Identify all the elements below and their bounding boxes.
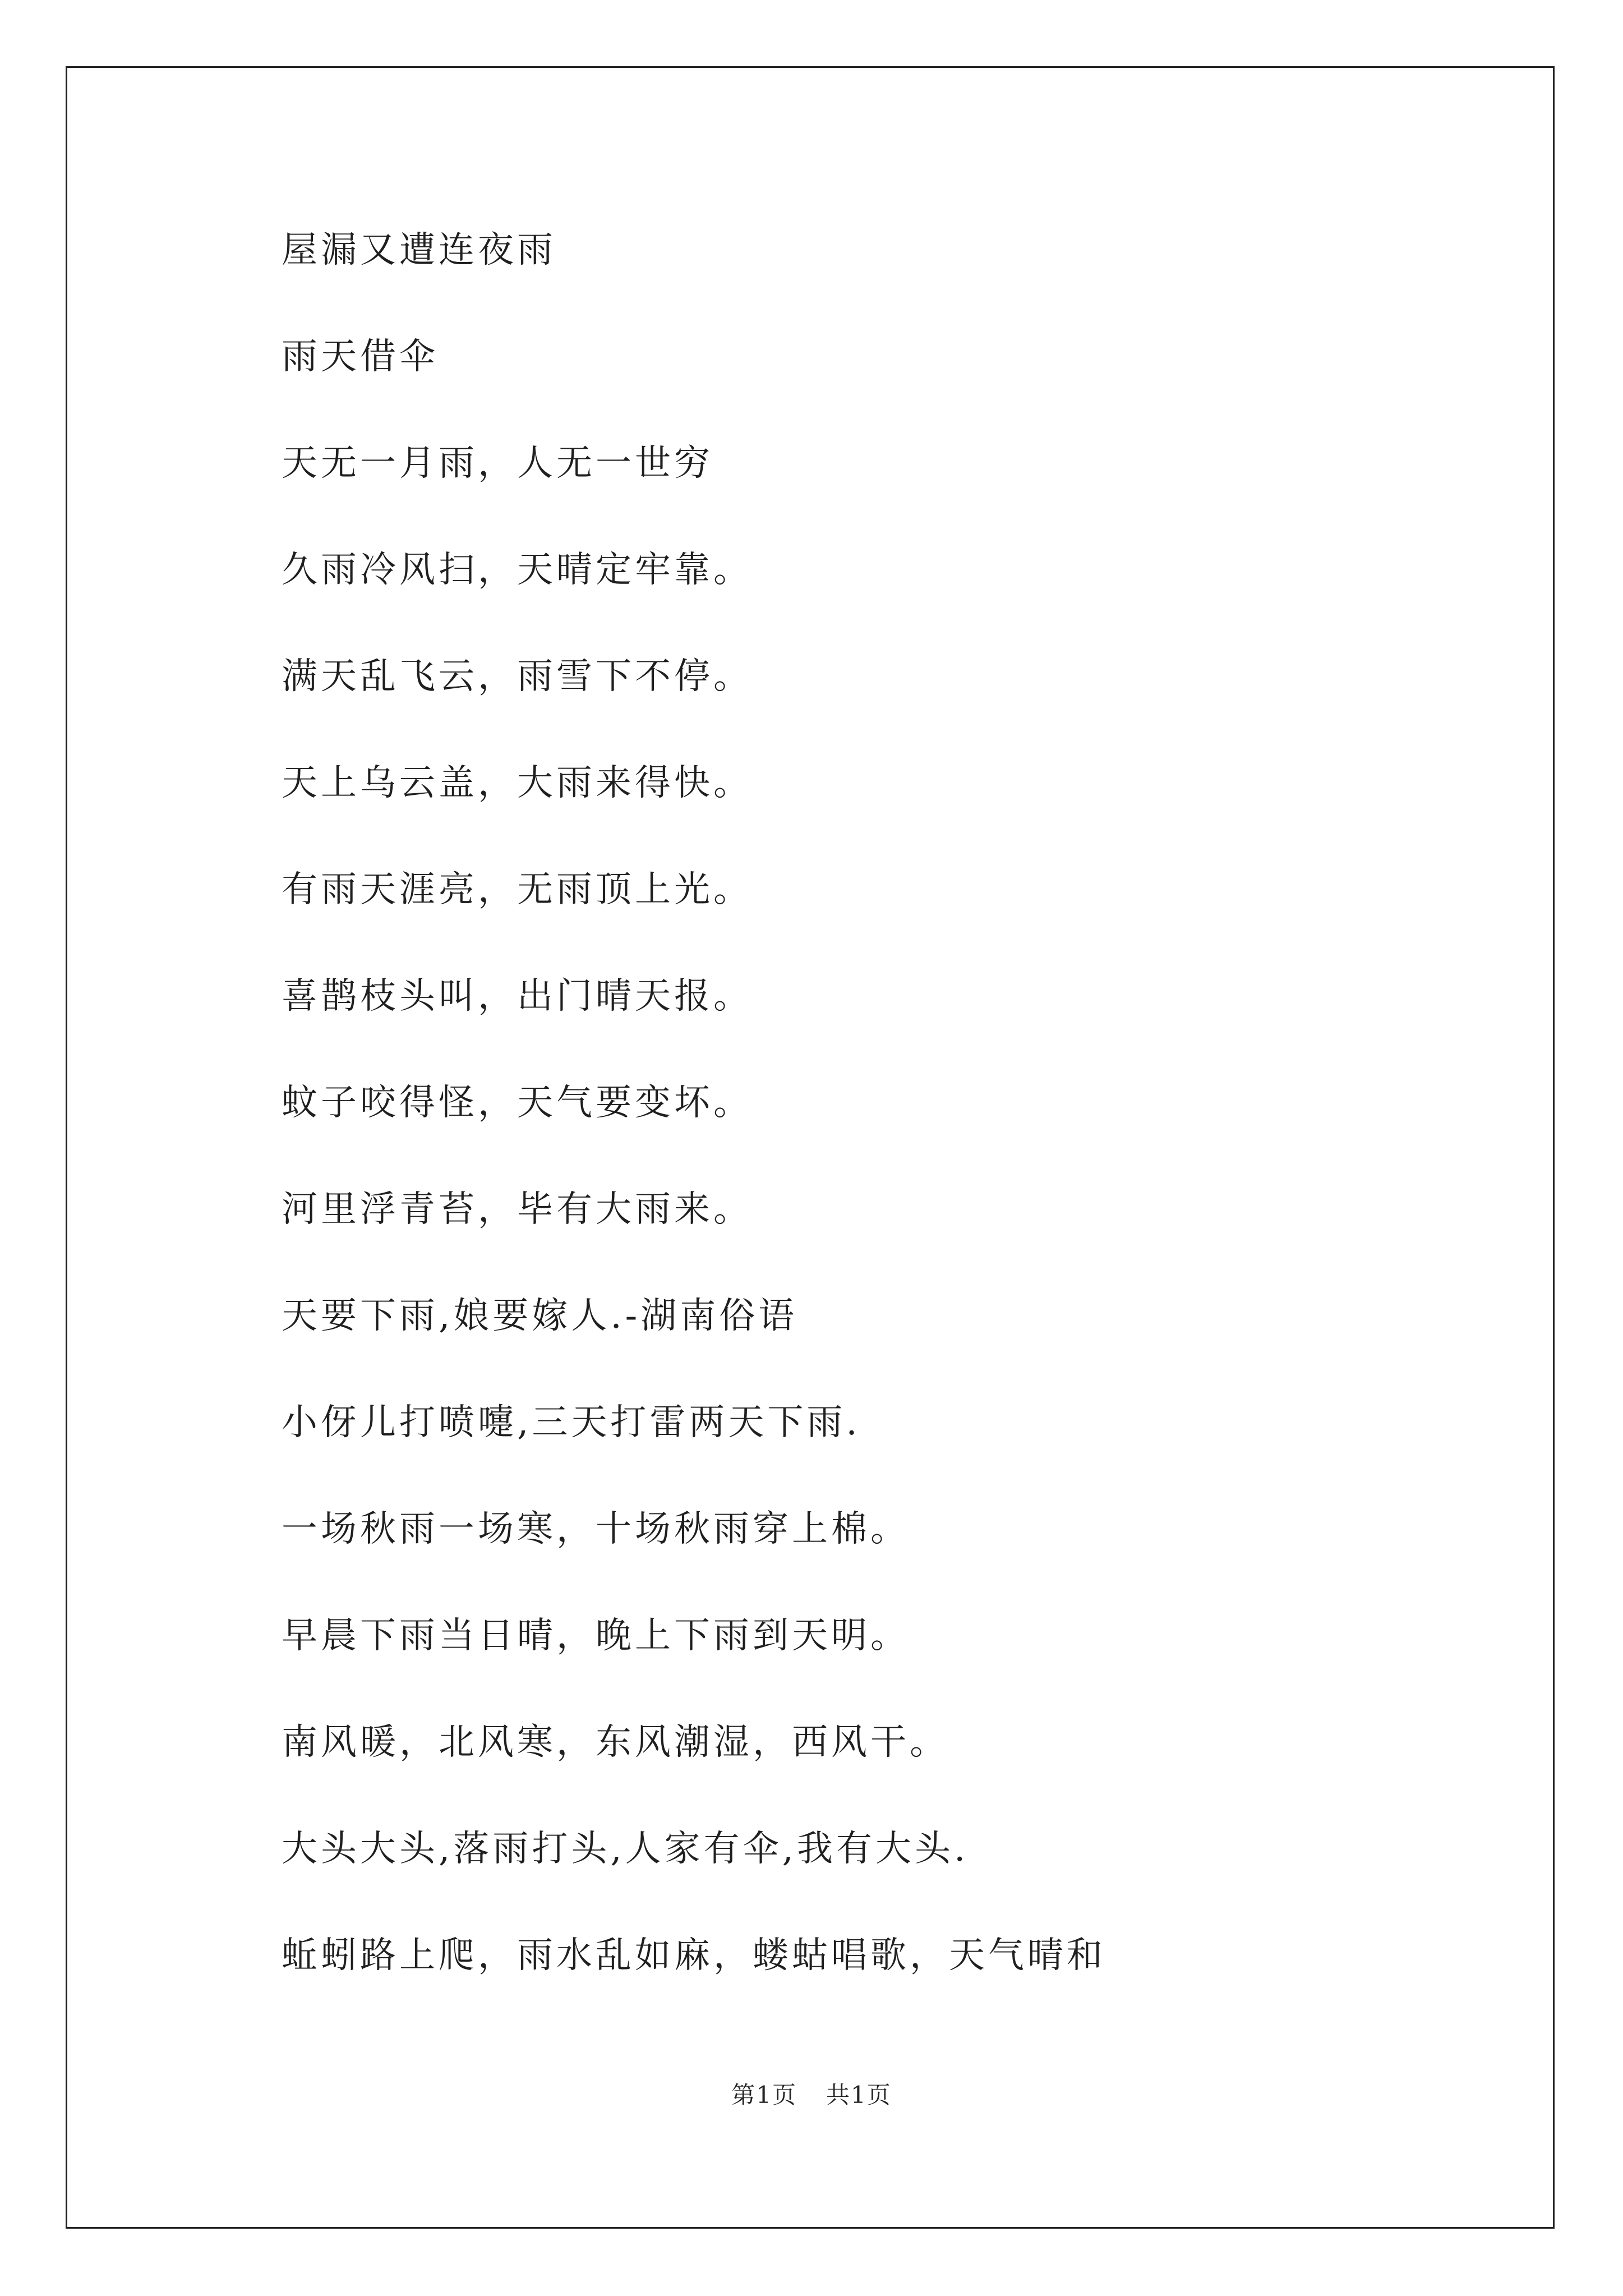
proverb-line: 天要下雨,娘要嫁人.-湖南俗语 (282, 1295, 798, 1337)
page-footer (0, 2077, 1623, 2110)
proverb-list (282, 223, 1487, 2035)
proverb-line: 蚊子咬得怪，天气要变坏。 (282, 1082, 753, 1124)
proverb-line: 雨天借伞 (282, 336, 439, 378)
proverb-line: 满天乱飞云，雨雪下不停。 (282, 656, 753, 697)
proverb-line: 喜鹊枝头叫，出门晴天报。 (282, 976, 753, 1017)
proverb-line: 有雨天涯亮，无雨顶上光。 (282, 869, 753, 910)
proverb-line: 大头大头,落雨打头,人家有伞,我有大头. (282, 1828, 969, 1870)
proverb-line: 小伢儿打喷嚏,三天打雷两天下雨. (282, 1402, 861, 1443)
proverb-line: 早晨下雨当日晴，晚上下雨到天明。 (282, 1615, 910, 1657)
page-total: 共1页 (826, 2081, 892, 2109)
page-number: 第1页 (731, 2081, 797, 2109)
proverb-line: 蚯蚓路上爬，雨水乱如麻，蝼蛄唱歌，天气晴和 (282, 1935, 1106, 1976)
proverb-line: 天上乌云盖，大雨来得快。 (282, 762, 753, 804)
proverb-line: 一场秋雨一场寒，十场秋雨穿上棉。 (282, 1508, 910, 1550)
proverb-line: 河里浮青苔，毕有大雨来。 (282, 1189, 753, 1230)
proverb-line: 久雨冷风扫，天晴定牢靠。 (282, 549, 753, 591)
proverb-line: 天无一月雨，人无一世穷 (282, 443, 713, 484)
proverb-line: 屋漏又遭连夜雨 (282, 229, 556, 271)
proverb-line: 南风暖，北风寒，东风潮湿，西风干。 (282, 1722, 949, 1763)
